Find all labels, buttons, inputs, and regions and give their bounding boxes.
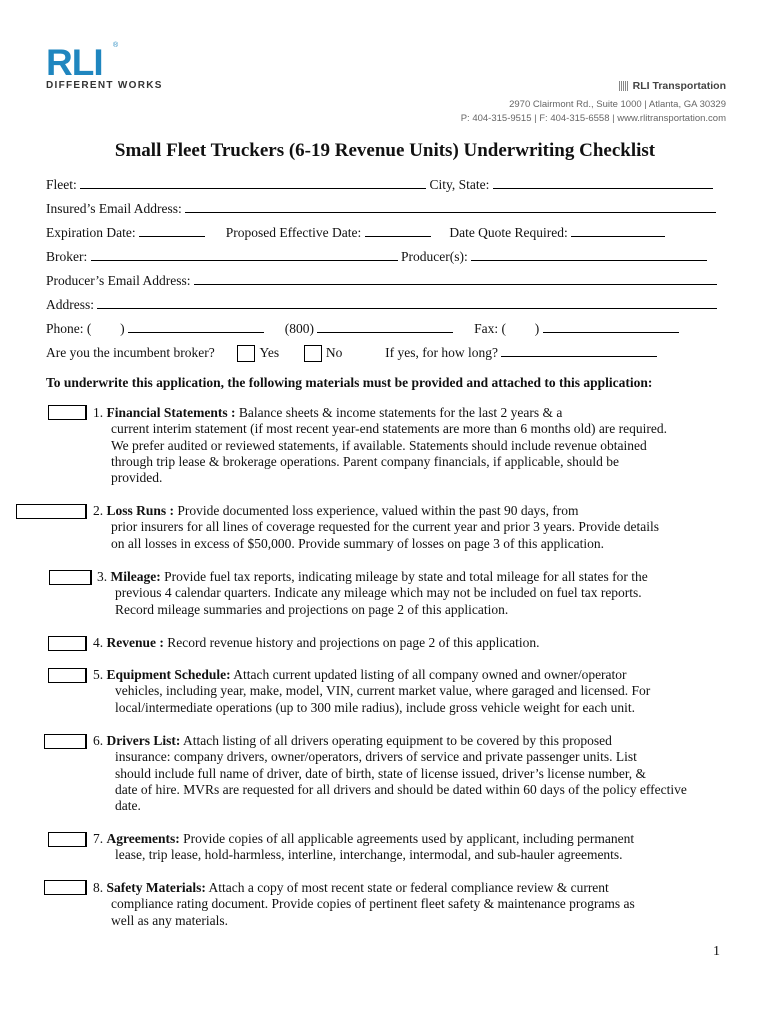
insured-email-label: Insured’s Email Address: bbox=[46, 201, 182, 216]
producer-email-field[interactable] bbox=[194, 272, 717, 285]
producer-email-label: Producer’s Email Address: bbox=[46, 273, 191, 288]
item-5: 5. Equipment Schedule: Attach current updated listing of all company owned and owner/operator vehicles, including year, make, model, VIN, current market value, where garaged and licensed. For local/intermediate operations (up to 300 mile radius), include gross vehicle weight for each unit. bbox=[93, 667, 651, 715]
address-label: Address: bbox=[46, 297, 94, 312]
email-row bbox=[46, 200, 716, 217]
broker-field[interactable] bbox=[91, 248, 398, 261]
expiration-label: Expiration Date: bbox=[46, 225, 136, 240]
phone-close-paren: ) bbox=[120, 321, 125, 336]
yes-label: Yes bbox=[259, 345, 280, 360]
phone-row bbox=[46, 320, 679, 337]
how-long-label: If yes, for how long? bbox=[385, 345, 498, 360]
item-8: 8. Safety Materials: Attach a copy of most recent state or federal compliance review & current compliance rating document. Provide copies of pertinent fleet safety & maintenance programs as well as any materials. bbox=[93, 880, 635, 928]
item-7: 7. Agreements: Provide copies of all applicable agreements used by applicant, including permanent lease, trip lease, hold-harmless, interline, interchange, intermodal, and sub-hauler agreements. bbox=[93, 831, 635, 863]
expiration-field[interactable] bbox=[139, 224, 205, 237]
item-7-heading: Agreements: bbox=[106, 831, 180, 846]
address-field[interactable] bbox=[97, 296, 717, 309]
item-6-heading: Drivers List: bbox=[106, 733, 181, 748]
item-6: 6. Drivers List: Attach listing of all drivers operating equipment to be covered by this proposed insurance: company drivers, owner/operators, drivers of service and private passenger units. List should include full name of driver, date of birth, state of license issued, driver’s license number, & date of hire. MVRs are requested for all drivers and should be dated within 60 days of the policy effective date. bbox=[93, 733, 687, 814]
logo-tagline: DIFFERENT WORKS bbox=[46, 80, 163, 91]
item-3-heading: Mileage: bbox=[110, 569, 161, 584]
address-line-2: P: 404-315-9515 | F: 404-315-6558 | www.rlitransportation.com bbox=[460, 113, 726, 124]
item-1-checkbox[interactable] bbox=[48, 405, 87, 420]
fleet-field[interactable] bbox=[80, 176, 426, 189]
item-4: 4. Revenue : Record revenue history and projections on page 2 of this application. bbox=[93, 635, 540, 650]
rli-logo: RLI bbox=[46, 42, 103, 83]
city-state-label: City, State: bbox=[429, 177, 490, 192]
item-5-checkbox[interactable] bbox=[48, 668, 87, 683]
item-1: 1. Financial Statements : Balance sheets & income statements for the last 2 years & a current interim statement (if most recent year-end statements are more than 6 months old) are required. We prefer audited or reviewed statements, if available. Statements should include revenue obtained through trip lease & brokerage operations. Parent company financials, if applicable, should be provided. bbox=[93, 405, 668, 486]
item-2-heading: Loss Runs : bbox=[106, 503, 175, 518]
producers-field[interactable] bbox=[471, 248, 707, 261]
item-4-checkbox[interactable] bbox=[48, 636, 87, 651]
dates-row bbox=[46, 224, 665, 241]
page-number: 1 bbox=[713, 944, 720, 959]
item-4-heading: Revenue : bbox=[106, 635, 164, 650]
fleet-label: Fleet: bbox=[46, 177, 77, 192]
insured-email-field[interactable] bbox=[185, 200, 716, 213]
producer-email-row bbox=[46, 272, 717, 289]
item-2: 2. Loss Runs : Provide documented loss experience, valued within the past 90 days, from prior insurers for all lines of coverage requested for the current year and prior 3 years. Provide details on all losses in excess of $50,000. Provide summary of losses on page 3 of this application. bbox=[93, 503, 660, 551]
address-line-1: 2970 Clairmont Rd., Suite 1000 | Atlanta, GA 30329 bbox=[509, 99, 726, 110]
quote-label: Date Quote Required: bbox=[449, 225, 568, 240]
address-row bbox=[46, 296, 717, 313]
phone-800-label: (800) bbox=[284, 321, 314, 336]
item-3: 3. Mileage: Provide fuel tax reports, indicating mileage by state and total mileage for all states for the previous 4 calendar quarters. Indicate any mileage which may not be included on fuel tax reports. Record mileage summaries and projections on page 2 of this application. bbox=[97, 569, 648, 617]
quote-field[interactable] bbox=[571, 224, 665, 237]
producers-label: Producer(s): bbox=[401, 249, 468, 264]
city-state-field[interactable] bbox=[493, 176, 713, 189]
fax-field[interactable] bbox=[543, 320, 679, 333]
proposed-label: Proposed Effective Date: bbox=[225, 225, 362, 240]
incumbent-row bbox=[46, 344, 657, 362]
item-3-checkbox[interactable] bbox=[49, 570, 92, 585]
registered-mark: ® bbox=[113, 42, 119, 49]
no-label: No bbox=[325, 345, 343, 360]
page-title: Small Fleet Truckers (6-19 Revenue Units) Underwriting Checklist bbox=[114, 140, 656, 161]
fax-close-paren: ) bbox=[534, 321, 540, 336]
rli-transportation-icon bbox=[619, 81, 629, 91]
phone-field[interactable] bbox=[128, 320, 264, 333]
fleet-row bbox=[46, 176, 713, 193]
item-2-checkbox[interactable] bbox=[16, 504, 87, 519]
item-5-heading: Equipment Schedule: bbox=[106, 667, 231, 682]
phone-label: Phone: ( bbox=[46, 321, 92, 336]
item-1-heading: Financial Statements : bbox=[106, 405, 236, 420]
yes-checkbox[interactable] bbox=[237, 345, 255, 362]
intro-text: To underwrite this application, the following materials must be provided and attached to this application: bbox=[46, 375, 653, 390]
division-label bbox=[619, 80, 726, 92]
how-long-field[interactable] bbox=[501, 344, 657, 357]
broker-label: Broker: bbox=[46, 249, 88, 264]
phone-800-field[interactable] bbox=[317, 320, 453, 333]
fax-label: Fax: ( bbox=[474, 321, 506, 336]
no-checkbox[interactable] bbox=[304, 345, 322, 362]
proposed-field[interactable] bbox=[365, 224, 431, 237]
incumbent-label: Are you the incumbent broker? bbox=[46, 345, 215, 360]
item-7-checkbox[interactable] bbox=[48, 832, 87, 847]
division-name: RLI Transportation bbox=[632, 80, 726, 92]
item-8-heading: Safety Materials: bbox=[106, 880, 206, 895]
item-6-checkbox[interactable] bbox=[44, 734, 87, 749]
item-8-checkbox[interactable] bbox=[44, 880, 87, 895]
broker-row bbox=[46, 248, 707, 265]
